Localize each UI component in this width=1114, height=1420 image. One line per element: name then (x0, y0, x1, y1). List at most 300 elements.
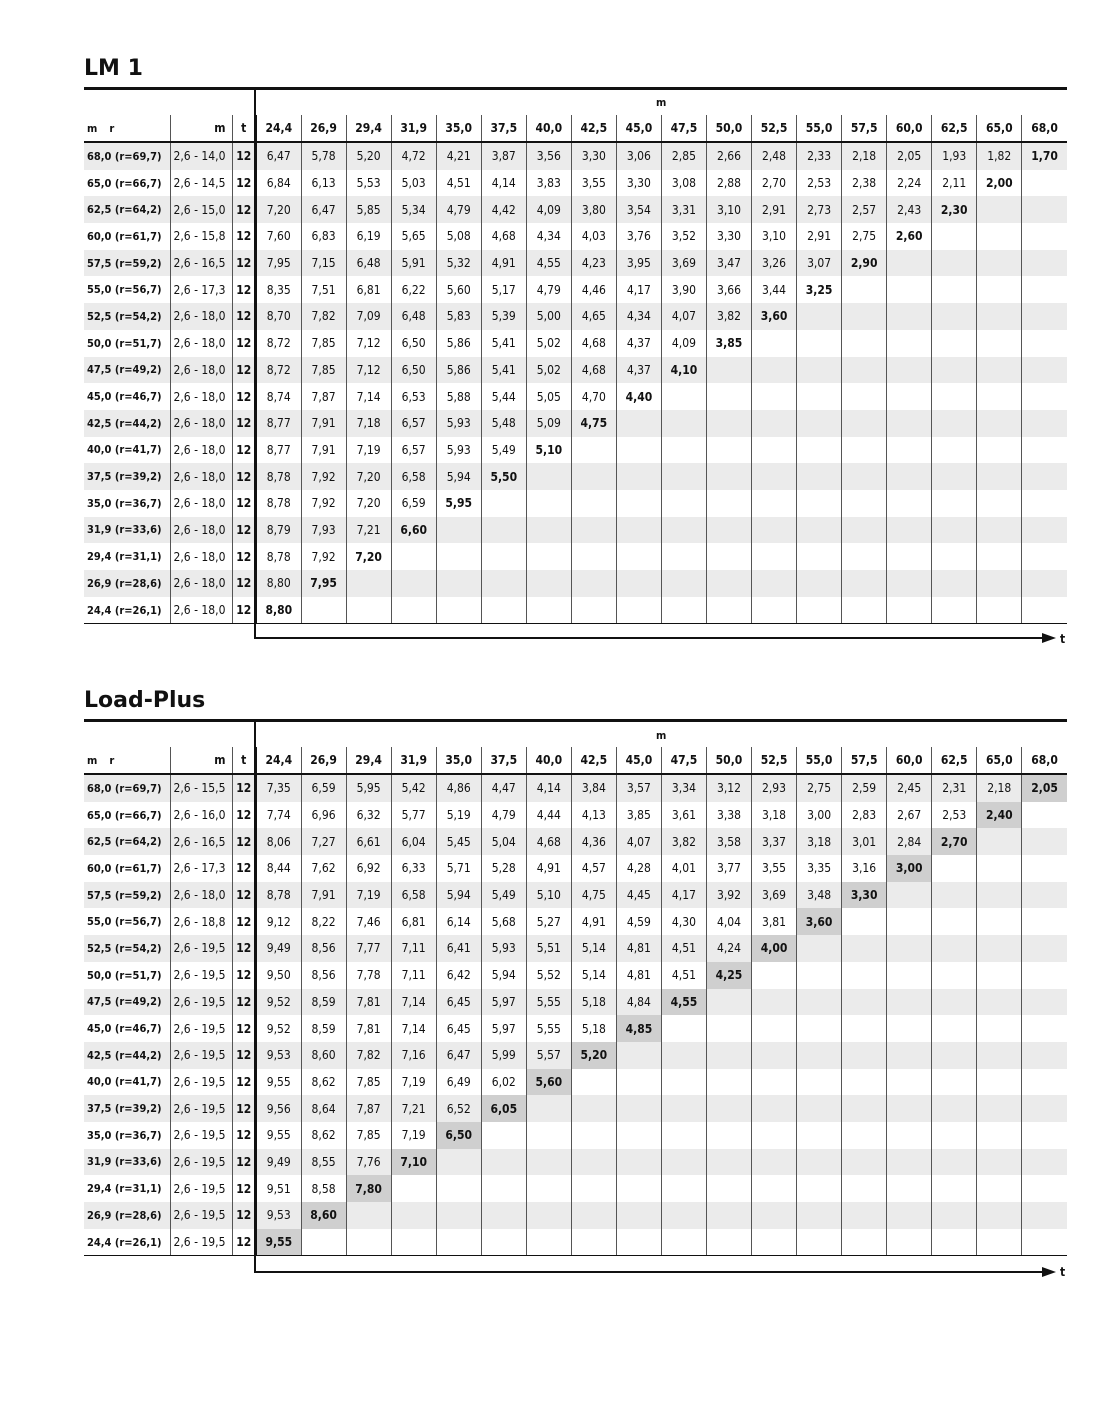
load-value-cell: 8,79 (256, 517, 301, 544)
load-value-cell: 6,45 (436, 989, 481, 1016)
load-value-cell: 7,60 (256, 223, 301, 250)
load-value-cell: 6,52 (436, 1095, 481, 1122)
load-value-cell: 3,47 (706, 250, 751, 277)
table-row (84, 357, 1067, 384)
load-value-cell: 5,94 (436, 882, 481, 909)
load-value-cell (887, 1122, 932, 1149)
load-value-cell: 4,79 (436, 196, 481, 223)
load-value-cell: 4,45 (616, 882, 661, 909)
column-header-radius: 24,4 (256, 747, 301, 774)
load-value-cell (481, 597, 526, 624)
load-value-cell (977, 962, 1022, 989)
row-radius-range: 2,6 - 14,5 (170, 170, 232, 197)
load-value-cell (706, 1175, 751, 1202)
column-header-radius: 29,4 (346, 115, 391, 142)
load-value-cell: 2,48 (752, 142, 797, 170)
header-r: r (109, 753, 115, 767)
load-value-cell: 3,01 (842, 828, 887, 855)
load-value-cell (706, 1202, 751, 1229)
load-value-cell (977, 463, 1022, 490)
load-value-cell (661, 383, 706, 410)
row-radius-range: 2,6 - 18,0 (170, 357, 232, 384)
load-value-cell: 1,93 (932, 142, 977, 170)
load-value-cell: 8,56 (301, 962, 346, 989)
row-radius-range: 2,6 - 19,5 (170, 1229, 232, 1256)
load-value-cell (706, 357, 751, 384)
load-value-cell: 5,97 (481, 989, 526, 1016)
column-header-radius: 50,0 (706, 747, 751, 774)
load-value-cell: 3,52 (661, 223, 706, 250)
load-value-cell: 7,76 (346, 1149, 391, 1176)
load-value-cell: 3,34 (661, 774, 706, 802)
load-value-cell (887, 1149, 932, 1176)
load-value-cell: 2,05 (1022, 774, 1067, 802)
load-value-cell (616, 1042, 661, 1069)
column-header-radius: 29,4 (346, 747, 391, 774)
load-value-cell (932, 882, 977, 909)
load-value-cell: 5,60 (526, 1069, 571, 1096)
load-value-cell: 5,20 (571, 1042, 616, 1069)
load-value-cell: 7,51 (301, 276, 346, 303)
load-value-cell: 5,85 (346, 196, 391, 223)
load-value-cell: 5,45 (436, 828, 481, 855)
load-value-cell (1022, 1149, 1067, 1176)
table-row (84, 1175, 1067, 1202)
load-value-cell: 6,22 (391, 276, 436, 303)
load-value-cell: 7,92 (301, 463, 346, 490)
load-value-cell: 6,96 (301, 802, 346, 829)
load-value-cell (1022, 490, 1067, 517)
load-value-cell (932, 517, 977, 544)
load-value-cell (977, 517, 1022, 544)
row-radius-range: 2,6 - 19,5 (170, 1042, 232, 1069)
load-value-cell (481, 1149, 526, 1176)
load-value-cell (706, 1069, 751, 1096)
load-value-cell (481, 517, 526, 544)
row-ballast-t: 12 (232, 1095, 256, 1122)
load-value-cell: 5,95 (436, 490, 481, 517)
column-header-radius: 55,0 (797, 747, 842, 774)
header-range-unit: m (170, 747, 232, 774)
load-value-cell: 4,37 (616, 357, 661, 384)
load-value-cell: 4,10 (661, 357, 706, 384)
load-value-cell: 5,41 (481, 357, 526, 384)
load-value-cell (391, 597, 436, 624)
arrow-right-icon (1042, 1267, 1056, 1277)
load-value-cell: 8,64 (301, 1095, 346, 1122)
column-header-radius: 47,5 (661, 115, 706, 142)
load-value-cell: 3,38 (706, 802, 751, 829)
load-value-cell: 7,95 (301, 570, 346, 597)
row-radius-range: 2,6 - 19,5 (170, 1122, 232, 1149)
load-value-cell: 3,58 (706, 828, 751, 855)
load-value-cell (977, 570, 1022, 597)
row-ballast-t: 12 (232, 330, 256, 357)
load-value-cell: 4,59 (616, 908, 661, 935)
load-value-cell (1022, 855, 1067, 882)
row-radius-range: 2,6 - 14,0 (170, 142, 232, 170)
load-value-cell: 5,97 (481, 1015, 526, 1042)
table-row (84, 1202, 1067, 1229)
header-t-unit: t (232, 747, 256, 774)
load-value-cell: 8,60 (301, 1042, 346, 1069)
load-value-cell (1022, 908, 1067, 935)
load-value-cell: 1,82 (977, 142, 1022, 170)
load-value-cell (616, 410, 661, 437)
load-value-cell: 5,91 (391, 250, 436, 277)
row-ballast-t: 12 (232, 1202, 256, 1229)
load-value-cell: 3,18 (797, 828, 842, 855)
column-header-radius: 37,5 (481, 115, 526, 142)
row-label-boom-length: 65,0 (r=66,7) (87, 176, 162, 190)
load-value-cell: 4,28 (616, 855, 661, 882)
load-value-cell (661, 1149, 706, 1176)
load-value-cell (752, 357, 797, 384)
column-header-radius: 31,9 (391, 747, 436, 774)
load-value-cell: 5,10 (526, 437, 571, 464)
load-value-cell: 5,32 (436, 250, 481, 277)
load-value-cell (932, 276, 977, 303)
load-value-cell (526, 1175, 571, 1202)
load-value-cell (932, 250, 977, 277)
row-ballast-t: 12 (232, 908, 256, 935)
load-value-cell: 2,73 (797, 196, 842, 223)
load-value-cell (977, 330, 1022, 357)
row-label-boom-length: 60,0 (r=61,7) (87, 229, 162, 243)
load-value-cell (887, 543, 932, 570)
load-value-cell: 3,10 (752, 223, 797, 250)
load-value-cell (616, 490, 661, 517)
load-value-cell (571, 1149, 616, 1176)
load-value-cell (932, 303, 977, 330)
load-value-cell (977, 1122, 1022, 1149)
load-value-cell (1022, 1015, 1067, 1042)
load-value-cell (977, 1229, 1022, 1256)
table-row (84, 989, 1067, 1016)
load-value-cell: 7,92 (301, 543, 346, 570)
load-value-cell: 8,56 (301, 935, 346, 962)
load-value-cell: 4,25 (706, 962, 751, 989)
row-label-boom-length: 35,0 (r=36,7) (87, 1128, 162, 1142)
header-row (84, 747, 1067, 774)
load-value-cell: 6,49 (436, 1069, 481, 1096)
row-label-boom-length: 60,0 (r=61,7) (87, 861, 162, 875)
load-value-cell: 5,04 (481, 828, 526, 855)
load-value-cell (526, 1229, 571, 1256)
load-value-cell: 6,02 (481, 1069, 526, 1096)
load-value-cell: 4,51 (436, 170, 481, 197)
load-value-cell (752, 463, 797, 490)
load-value-cell (797, 597, 842, 624)
table-row (84, 774, 1067, 802)
row-label-boom-length: 65,0 (r=66,7) (87, 808, 162, 822)
load-value-cell: 3,82 (706, 303, 751, 330)
load-value-cell: 6,47 (436, 1042, 481, 1069)
load-value-cell: 6,47 (256, 142, 301, 170)
load-value-cell: 7,10 (391, 1149, 436, 1176)
load-value-cell (842, 517, 887, 544)
load-value-cell (481, 490, 526, 517)
load-value-cell (1022, 1069, 1067, 1096)
load-value-cell (977, 1042, 1022, 1069)
load-value-cell (932, 962, 977, 989)
load-value-cell (526, 490, 571, 517)
table-row (84, 935, 1067, 962)
load-value-cell (797, 935, 842, 962)
load-value-cell (887, 989, 932, 1016)
load-value-cell: 3,30 (616, 170, 661, 197)
load-value-cell: 3,84 (571, 774, 616, 802)
load-value-cell (481, 1175, 526, 1202)
load-value-cell (1022, 250, 1067, 277)
column-header-radius: 62,5 (932, 747, 977, 774)
row-radius-range: 2,6 - 18,0 (170, 437, 232, 464)
load-value-cell (526, 543, 571, 570)
row-label-boom-length: 40,0 (r=41,7) (87, 443, 162, 457)
load-value-cell (346, 570, 391, 597)
load-value-cell: 6,50 (436, 1122, 481, 1149)
table-row (84, 223, 1067, 250)
load-value-cell: 5,93 (436, 410, 481, 437)
load-value-cell (706, 1229, 751, 1256)
load-value-cell (842, 383, 887, 410)
table-row (84, 597, 1067, 624)
load-value-cell (391, 1229, 436, 1256)
load-value-cell (1022, 196, 1067, 223)
load-value-cell (797, 962, 842, 989)
load-value-cell: 6,45 (436, 1015, 481, 1042)
load-value-cell (1022, 437, 1067, 464)
load-value-cell: 7,15 (301, 250, 346, 277)
row-label-boom-length: 24,4 (r=26,1) (84, 597, 170, 624)
load-value-cell: 8,62 (301, 1122, 346, 1149)
load-value-cell (842, 962, 887, 989)
load-value-cell (346, 1229, 391, 1256)
load-value-cell: 5,18 (571, 989, 616, 1016)
load-value-cell: 3,85 (706, 330, 751, 357)
load-value-cell (1022, 383, 1067, 410)
table-row (84, 1069, 1067, 1096)
load-value-cell: 2,66 (706, 142, 751, 170)
load-value-cell (1022, 935, 1067, 962)
row-radius-range: 2,6 - 17,3 (170, 276, 232, 303)
load-value-cell (752, 330, 797, 357)
load-value-cell (842, 908, 887, 935)
load-value-cell: 4,85 (616, 1015, 661, 1042)
load-value-cell (887, 1095, 932, 1122)
column-header-radius: 50,0 (706, 115, 751, 142)
load-value-cell: 2,31 (932, 774, 977, 802)
row-radius-range: 2,6 - 17,3 (170, 855, 232, 882)
table-row (84, 330, 1067, 357)
load-value-cell: 7,91 (301, 410, 346, 437)
load-value-cell: 3,95 (616, 250, 661, 277)
load-value-cell: 4,14 (481, 170, 526, 197)
load-value-cell: 4,30 (661, 908, 706, 935)
load-value-cell: 6,50 (391, 330, 436, 357)
load-value-cell (887, 1175, 932, 1202)
load-value-cell: 7,19 (391, 1122, 436, 1149)
load-value-cell: 4,70 (571, 383, 616, 410)
load-value-cell: 5,44 (481, 383, 526, 410)
load-value-cell: 7,85 (346, 1122, 391, 1149)
load-value-cell (1022, 517, 1067, 544)
load-value-cell: 3,31 (661, 196, 706, 223)
t-axis-vertical-loadplus (254, 721, 256, 1273)
row-ballast-t: 12 (232, 935, 256, 962)
load-value-cell (571, 463, 616, 490)
load-value-cell: 7,35 (256, 774, 301, 802)
table-row (84, 170, 1067, 197)
column-header-radius: 24,4 (256, 115, 301, 142)
load-value-cell (1022, 570, 1067, 597)
header-m: m (87, 121, 98, 135)
load-value-cell: 5,48 (481, 410, 526, 437)
section-rule-lm1 (84, 87, 1067, 90)
load-value-cell (932, 1042, 977, 1069)
table-row (84, 1122, 1067, 1149)
t-axis-line-loadplus (254, 1271, 1044, 1273)
load-value-cell: 7,14 (391, 1015, 436, 1042)
load-value-cell: 7,20 (346, 463, 391, 490)
load-value-cell (571, 570, 616, 597)
load-value-cell (752, 989, 797, 1016)
row-label-boom-length: 31,9 (r=33,6) (84, 1149, 170, 1176)
load-value-cell: 3,55 (752, 855, 797, 882)
load-value-cell (616, 570, 661, 597)
row-radius-range: 2,6 - 19,5 (170, 1095, 232, 1122)
load-value-cell (842, 597, 887, 624)
row-label-boom-length: 45,0 (r=46,7) (87, 1022, 162, 1036)
load-value-cell: 8,72 (256, 357, 301, 384)
column-header-radius: 60,0 (887, 747, 932, 774)
load-value-cell (977, 490, 1022, 517)
load-value-cell: 2,60 (887, 223, 932, 250)
load-value-cell (842, 330, 887, 357)
t-axis-label-lm1: t (1060, 632, 1066, 646)
load-value-cell: 6,59 (301, 774, 346, 802)
load-value-cell: 5,60 (436, 276, 481, 303)
row-radius-range: 2,6 - 16,0 (170, 802, 232, 829)
load-value-cell (436, 543, 481, 570)
load-value-cell: 6,58 (391, 463, 436, 490)
load-value-cell: 5,14 (571, 962, 616, 989)
load-value-cell (526, 1202, 571, 1229)
load-value-cell: 7,80 (346, 1175, 391, 1202)
load-value-cell: 7,18 (346, 410, 391, 437)
load-value-cell: 4,51 (661, 935, 706, 962)
load-value-cell: 9,55 (256, 1122, 301, 1149)
load-value-cell (797, 1229, 842, 1256)
row-ballast-t: 12 (232, 383, 256, 410)
load-value-cell: 2,05 (887, 142, 932, 170)
load-value-cell: 8,74 (256, 383, 301, 410)
row-ballast-t: 12 (232, 410, 256, 437)
column-header-radius: 42,5 (571, 747, 616, 774)
load-value-cell: 9,53 (256, 1042, 301, 1069)
load-value-cell: 4,00 (752, 935, 797, 962)
table-row (84, 962, 1067, 989)
column-header-radius: 62,5 (932, 115, 977, 142)
load-value-cell (797, 1122, 842, 1149)
column-header-radius: 42,5 (571, 115, 616, 142)
load-value-cell: 3,10 (706, 196, 751, 223)
table-row (84, 196, 1067, 223)
load-value-cell: 2,53 (797, 170, 842, 197)
load-value-cell: 4,91 (571, 908, 616, 935)
load-value-cell: 6,48 (346, 250, 391, 277)
row-ballast-t: 12 (232, 1149, 256, 1176)
load-value-cell: 4,55 (661, 989, 706, 1016)
table-row (84, 142, 1067, 170)
load-value-cell (436, 597, 481, 624)
load-value-cell: 5,95 (346, 774, 391, 802)
load-value-cell: 4,81 (616, 935, 661, 962)
load-value-cell (977, 410, 1022, 437)
load-value-cell (977, 223, 1022, 250)
load-value-cell: 6,60 (391, 517, 436, 544)
load-value-cell: 2,91 (752, 196, 797, 223)
load-value-cell (752, 1069, 797, 1096)
load-value-cell: 4,42 (481, 196, 526, 223)
load-value-cell (391, 543, 436, 570)
load-value-cell (887, 357, 932, 384)
load-value-cell: 3,60 (752, 303, 797, 330)
load-value-cell: 4,47 (481, 774, 526, 802)
load-value-cell: 9,55 (256, 1229, 301, 1256)
load-value-cell (797, 1042, 842, 1069)
load-value-cell (526, 1149, 571, 1176)
row-label-boom-length: 57,5 (r=59,2) (84, 250, 170, 277)
load-value-cell: 7,20 (346, 543, 391, 570)
load-value-cell: 4,68 (571, 330, 616, 357)
column-header-radius: 65,0 (977, 747, 1022, 774)
row-label-boom-length: 50,0 (r=51,7) (87, 336, 162, 350)
load-value-cell: 5,08 (436, 223, 481, 250)
load-value-cell (752, 517, 797, 544)
load-value-cell (436, 517, 481, 544)
load-value-cell: 7,16 (391, 1042, 436, 1069)
load-value-cell: 4,07 (616, 828, 661, 855)
load-value-cell: 4,17 (661, 882, 706, 909)
load-value-cell (887, 1202, 932, 1229)
load-value-cell (797, 1175, 842, 1202)
load-value-cell: 4,24 (706, 935, 751, 962)
load-value-cell: 2,75 (842, 223, 887, 250)
load-value-cell (526, 517, 571, 544)
column-header-radius: 40,0 (526, 115, 571, 142)
row-label-boom-length: 31,9 (r=33,6) (84, 517, 170, 544)
load-value-cell: 7,12 (346, 330, 391, 357)
row-radius-range: 2,6 - 18,0 (170, 543, 232, 570)
load-value-cell: 2,24 (887, 170, 932, 197)
table-row (84, 463, 1067, 490)
row-radius-range: 2,6 - 19,5 (170, 962, 232, 989)
load-value-cell (797, 463, 842, 490)
row-ballast-t: 12 (232, 1069, 256, 1096)
load-value-cell: 4,01 (661, 855, 706, 882)
load-value-cell: 3,12 (706, 774, 751, 802)
load-value-cell: 5,49 (481, 882, 526, 909)
load-value-cell (887, 962, 932, 989)
load-value-cell: 2,45 (887, 774, 932, 802)
row-radius-range: 2,6 - 18,0 (170, 303, 232, 330)
load-value-cell (481, 570, 526, 597)
load-value-cell: 8,78 (256, 543, 301, 570)
row-radius-range: 2,6 - 18,0 (170, 517, 232, 544)
load-value-cell: 6,84 (256, 170, 301, 197)
load-value-cell: 7,91 (301, 437, 346, 464)
